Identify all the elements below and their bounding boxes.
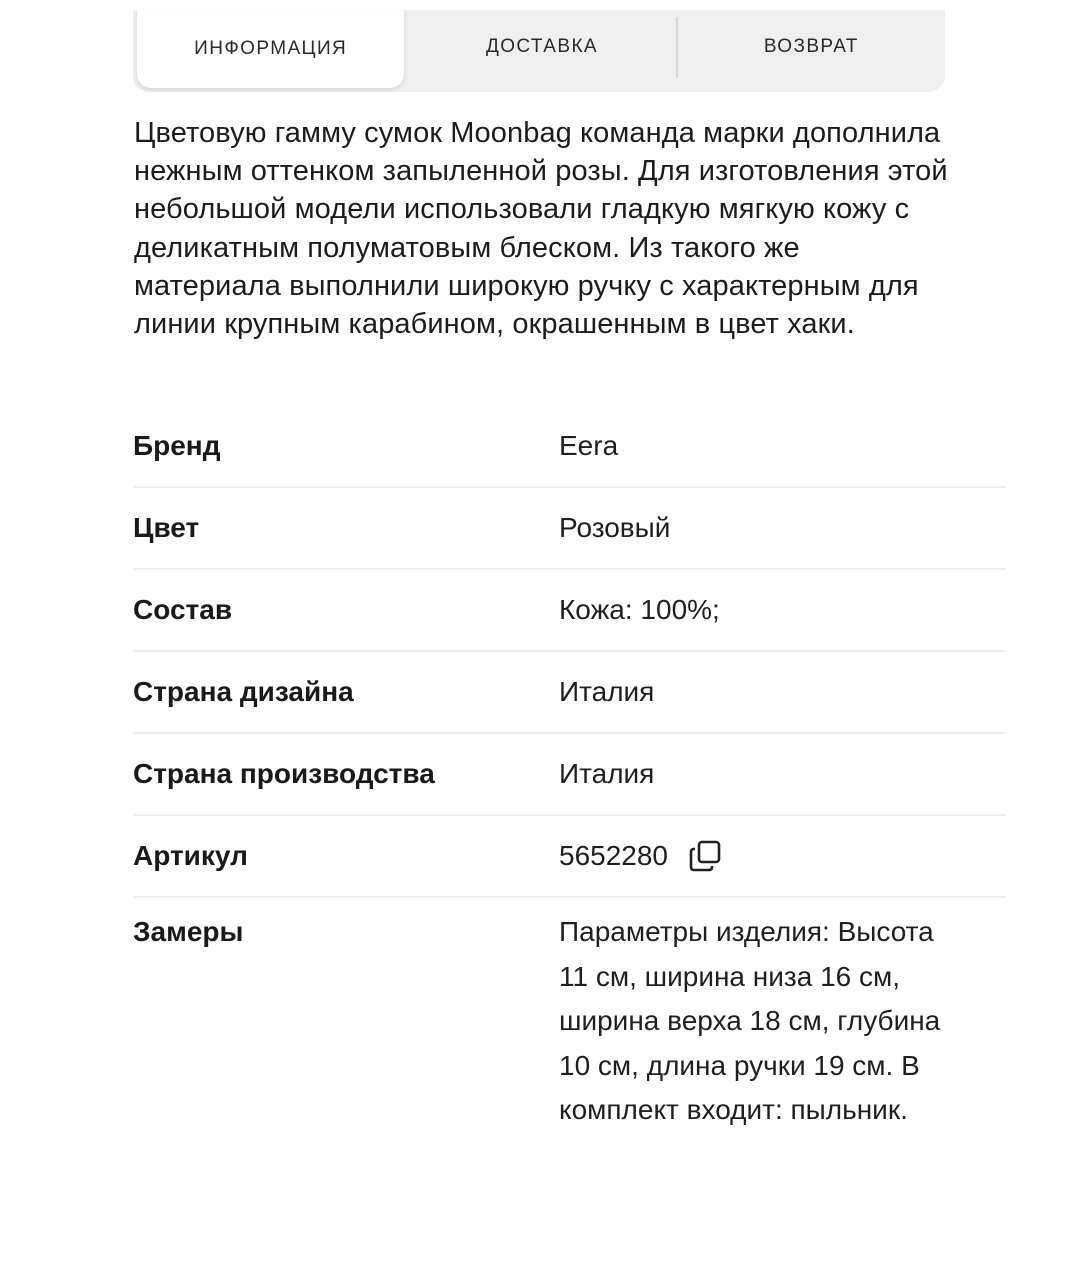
- property-label: Цвет: [133, 512, 200, 543]
- property-value: Eera: [559, 430, 619, 461]
- property-row-dimensions: [133, 898, 1005, 1133]
- property-row-design-country: [133, 652, 1005, 734]
- property-value-article: [559, 839, 722, 873]
- article-number: 5652280: [559, 840, 669, 871]
- property-row-brand: [133, 406, 1005, 488]
- property-value: Кожа: 100%;: [559, 594, 720, 625]
- property-value: Параметры изделия: Высота 11 см, ширина низа 16 см, ширина верха 18 см, глубина 10 см, длина ручки 19 см. В комплект входит: пыльник.: [559, 916, 941, 1126]
- property-row-article: [133, 816, 1005, 898]
- property-label: Замеры: [133, 916, 244, 947]
- property-value: Розовый: [559, 512, 671, 543]
- property-value: Италия: [559, 758, 655, 789]
- copy-icon[interactable]: [688, 839, 722, 873]
- product-description: Цветовую гамму сумок Moonbag команда марки дополнила нежным оттенком запыленной розы. Для изготовления этой небольшой модели использовали гладкую мягкую кожу с деликатным полуматовым блеском. Из такого же материала выполнили широкую ручку с характерным для линии крупным карабином, окрашенным в цвет хаки.: [134, 117, 948, 341]
- property-value: Италия: [559, 676, 655, 707]
- property-row-production-country: [133, 734, 1005, 816]
- property-label: Артикул: [133, 840, 248, 871]
- property-label: Страна дизайна: [133, 676, 354, 707]
- tab-delivery[interactable]: ДОСТАВКА: [485, 36, 598, 57]
- properties-table: [133, 406, 1005, 1133]
- property-label: Страна производства: [133, 758, 435, 789]
- property-label: Бренд: [133, 430, 221, 461]
- property-row-composition: [133, 570, 1005, 652]
- tab-information[interactable]: ИНФОРМАЦИЯ: [137, 10, 404, 88]
- tab-return[interactable]: ВОЗВРАТ: [763, 36, 859, 57]
- info-tabs: [133, 10, 945, 92]
- property-label: Состав: [133, 594, 233, 625]
- property-row-color: [133, 488, 1005, 570]
